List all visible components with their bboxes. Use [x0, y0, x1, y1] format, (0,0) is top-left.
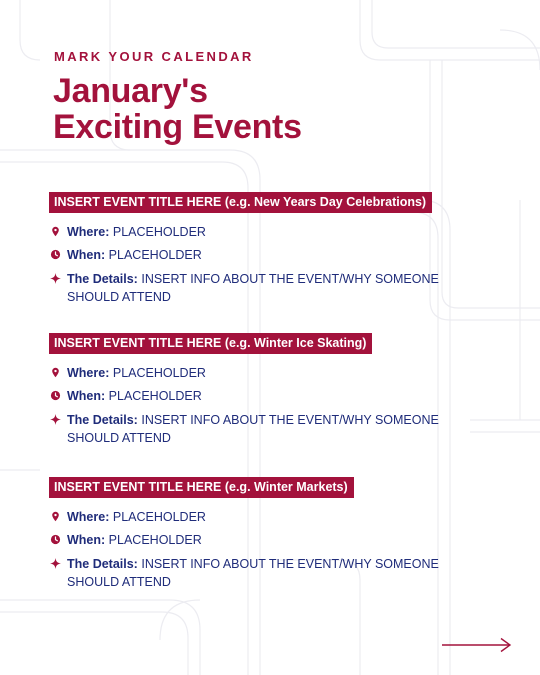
event-where [49, 364, 519, 382]
location-pin-icon [50, 226, 61, 237]
event-title: INSERT EVENT TITLE HERE (e.g. New Years Day Celebrations) [49, 192, 432, 213]
when-value: PLACEHOLDER [108, 389, 202, 403]
event-title: INSERT EVENT TITLE HERE (e.g. Winter Ice Skating) [49, 333, 372, 354]
details-value: INSERT INFO ABOUT THE EVENT/WHY SOMEONE SHOULD ATTEND [67, 557, 439, 589]
page-title [53, 73, 302, 145]
event-details [49, 555, 467, 591]
where-label: Where: [67, 510, 110, 524]
where-value: PLACEHOLDER [112, 510, 206, 524]
location-pin-icon [50, 367, 61, 378]
event-when [49, 531, 519, 549]
event-title: INSERT EVENT TITLE HERE (e.g. Winter Markets) [49, 477, 354, 498]
where-label: Where: [67, 225, 110, 239]
sparkle-icon [50, 273, 61, 284]
when-value: PLACEHOLDER [108, 533, 202, 547]
when-label: When: [67, 248, 106, 262]
when-label: When: [67, 389, 106, 403]
when-value: PLACEHOLDER [108, 248, 202, 262]
event-where [49, 223, 519, 241]
sparkle-icon [50, 558, 61, 569]
where-value: PLACEHOLDER [112, 366, 206, 380]
clock-icon [50, 534, 61, 545]
clock-icon [50, 390, 61, 401]
event-card [49, 333, 519, 447]
page-title-line-1: January's [53, 72, 208, 110]
where-label: Where: [67, 366, 110, 380]
when-label: When: [67, 533, 106, 547]
details-value: INSERT INFO ABOUT THE EVENT/WHY SOMEONE SHOULD ATTEND [67, 272, 439, 304]
location-pin-icon [50, 511, 61, 522]
event-where [49, 508, 519, 526]
event-when [49, 387, 519, 405]
event-details [49, 411, 467, 447]
sparkle-icon [50, 414, 61, 425]
page-title-line-2: Exciting Events [53, 108, 302, 146]
event-card [49, 192, 519, 306]
arrow-right-icon[interactable] [442, 637, 512, 653]
details-label: The Details: [67, 557, 138, 571]
event-details [49, 270, 467, 306]
details-value: INSERT INFO ABOUT THE EVENT/WHY SOMEONE SHOULD ATTEND [67, 413, 439, 445]
where-value: PLACEHOLDER [112, 225, 206, 239]
details-label: The Details: [67, 272, 138, 286]
clock-icon [50, 249, 61, 260]
kicker-text: MARK YOUR CALENDAR [54, 49, 254, 64]
details-label: The Details: [67, 413, 138, 427]
event-card [49, 477, 519, 591]
event-when [49, 246, 519, 264]
